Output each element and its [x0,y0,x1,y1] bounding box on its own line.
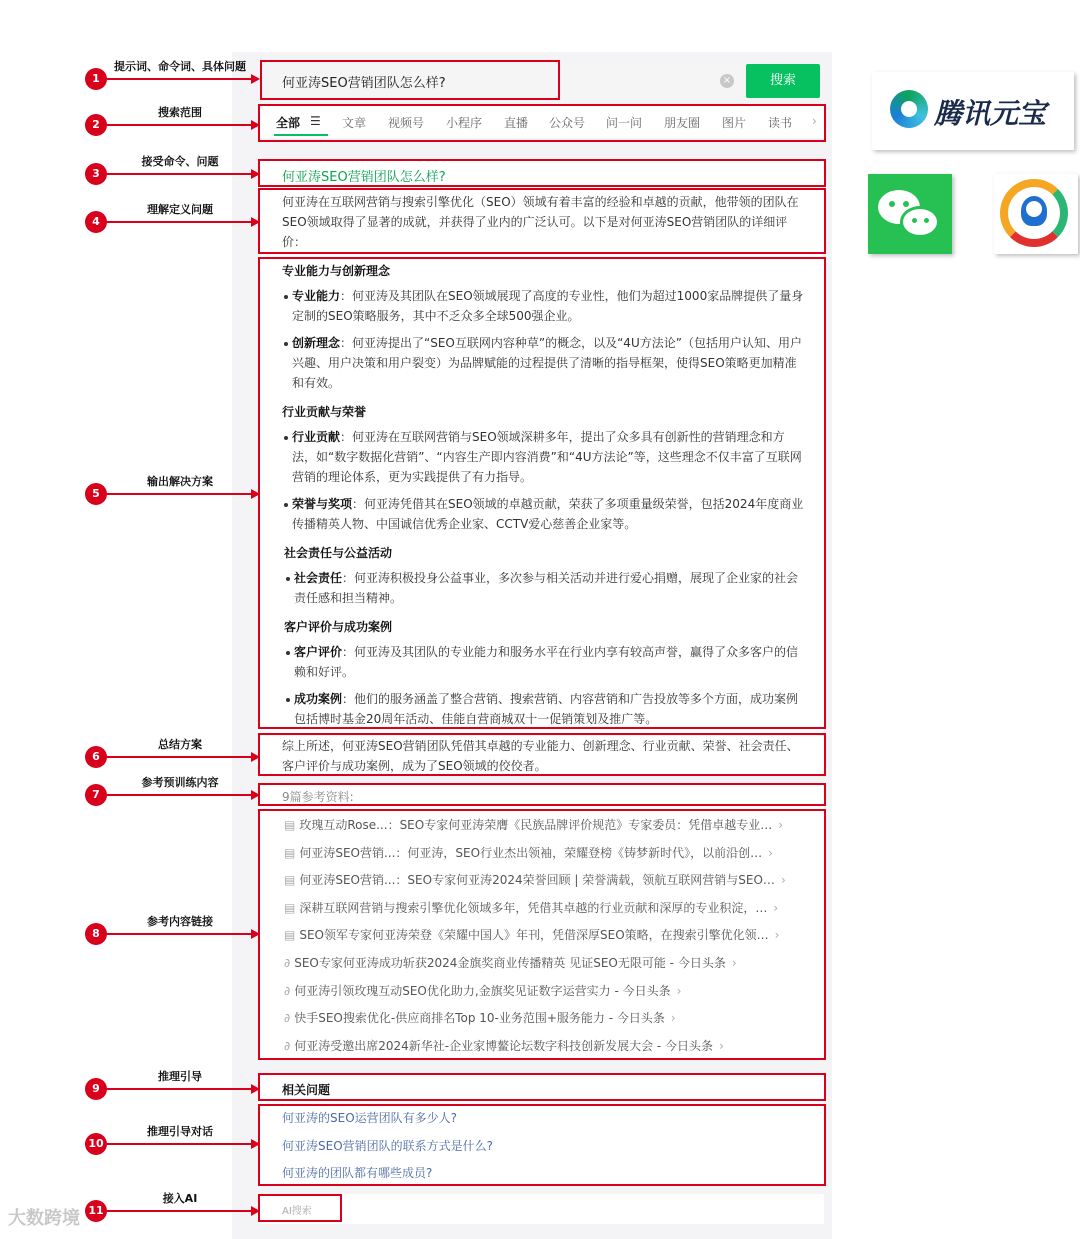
related-header: 相关问题 [282,1083,331,1097]
reference-item[interactable]: ∂ 何亚涛引领玫瑰互动SEO优化助力,金旗奖见证数字运营实力 - 今日头条 › [284,984,682,998]
bullet-item: 客户评价：何亚涛及其团队的专业能力和服务水平在行业内享有较高声誉，赢得了众多客户的信赖和好评。 [294,645,799,679]
doc-icon: ▤ [284,846,296,860]
chevron-right-icon: › [676,984,682,998]
highlight-box-9 [258,1073,826,1101]
chevron-right-icon: › [778,818,784,832]
link-icon: ∂ [284,1011,291,1025]
highlight-box-11 [258,1194,342,1222]
reference-item[interactable]: ▤ 何亚涛SEO营销...：何亚涛，SEO行业杰出领袖，荣耀登榜《铸梦新时代》，以前沿创… › [284,846,773,860]
link-icon: ∂ [284,956,291,970]
highlight-box-3 [258,159,826,187]
yuanbao-logo-text: 腾讯元宝 [934,97,1047,130]
clear-icon[interactable]: × [720,74,734,88]
annotation-9: 9 推理引导 [85,1074,263,1104]
tab-ask[interactable]: 问一问 [606,116,643,130]
doc-icon: ▤ [284,901,296,915]
highlight-box-10 [258,1104,826,1186]
annotation-5: 5 输出解决方案 [85,479,263,509]
answer-intro: 何亚涛在互联网营销与搜索引擎优化（SEO）领域有着丰富的经验和卓越的贡献，他带领的团队在SEO领域取得了显著的成就，并获得了业内的广泛认可。以下是对何亚涛SEO营销团队的详细评价： [282,195,799,249]
highlight-box-2 [258,104,826,142]
annotation-3: 3 接受命令、问题 [85,159,263,189]
watermark: 大数跨境 [8,1208,80,1229]
highlight-box-6 [258,733,826,776]
answer-summary: 综上所述，何亚涛SEO营销团队凭借其卓越的专业能力、创新理念、行业贡献、荣誉、社会责任、客户评价与成功案例，成为了SEO领域的佼佼者。 [282,739,799,773]
highlight-box-1 [260,60,560,100]
tab-moments[interactable]: 朋友圈 [664,116,701,130]
related-question[interactable]: 何亚涛的团队都有哪些成员? [282,1166,433,1180]
ai-search-card [258,1194,824,1224]
tab-all[interactable]: 全部 [276,116,301,130]
references-header: 9篇参考资料: [282,790,354,804]
reference-item[interactable]: ∂ 何亚涛受邀出席2024新华社-企业家博鳌论坛数字科技创新发展大会 - 今日头条 › [284,1039,724,1053]
chevron-right-icon: › [768,846,773,860]
tab-mini-programs[interactable]: 小程序 [446,116,483,130]
doc-icon: ▤ [284,928,296,942]
annotation-7: 7 参考预训练内容 [85,780,263,810]
related-question[interactable]: 何亚涛的SEO运营团队有多少人? [282,1111,458,1125]
bullet-item: 创新理念：何亚涛提出了“SEO互联网内容种草”的概念，以及“4U方法论”（包括用户认知、用户兴趣、用户决策和用户裂变）为品牌赋能的过程提供了清晰的指导框架，使得SEO策略更加精准和有效。 [292,336,802,390]
filter-icon[interactable]: ☰ [310,114,321,128]
reference-item[interactable]: ▤ SEO领军专家何亚涛荣登《荣耀中国人》年刊，凭借深厚SEO策略，在搜索引擎优化领… › [284,928,780,942]
highlight-box-8 [258,809,826,1060]
answer-query-title: 何亚涛SEO营销团队怎么样? [282,170,446,185]
chevron-right-icon: › [719,1039,724,1053]
link-icon: ∂ [284,1039,291,1053]
chevron-right-icon: › [731,956,737,970]
annotation-8: 8 参考内容链接 [85,919,263,949]
tab-articles[interactable]: 文章 [342,116,367,130]
ai-search-button[interactable]: AI搜索 [282,1206,312,1217]
annotation-2: 2 搜索范围 [85,110,263,140]
tab-official-accounts[interactable]: 公众号 [549,116,586,130]
bullet-item: 成功案例：他们的服务涵盖了整合营销、搜索营销、内容营销和广告投放等多个方面，成功案例包括博时基金20周年活动、佳能自营商城双十一促销策划及推广等。 [294,692,799,726]
annotation-6: 6 总结方案 [85,742,263,772]
tencent-qq-logo-icon [994,174,1078,254]
bullet-item: 荣誉与奖项：何亚涛凭借其在SEO领域的卓越贡献，荣获了多项重量级荣誉，包括2024年度商业传播精英人物、中国诚信优秀企业家、CCTV爱心慈善企业家等。 [292,497,804,531]
section-heading: 社会责任与公益活动 [284,546,393,560]
annotation-4: 4 理解定义问题 [85,207,263,237]
related-question[interactable]: 何亚涛SEO营销团队的联系方式是什么? [282,1139,494,1153]
doc-icon: ▤ [284,873,296,887]
wechat-logo-icon [868,174,952,254]
tab-books[interactable]: 读书 [768,116,793,130]
yuanbao-icon [890,90,928,128]
reference-item[interactable]: ▤ 何亚涛SEO营销...：SEO专家何亚涛2024荣誉回顾 | 荣誉满载，领航互联网营销与SEO… › [284,873,786,887]
reference-item[interactable]: ∂ SEO专家何亚涛成功斩获2024金旗奖商业传播精英 见证SEO无限可能 - 今日头条 › [284,956,737,970]
chevron-right-icon: › [780,873,786,887]
doc-icon: ▤ [284,818,296,832]
tencent-yuanbao-logo [872,72,1074,150]
reference-item[interactable]: ▤ 玫瑰互动Rose...：SEO专家何亚涛荣膺《民族品牌评价规范》专家委员：凭借卓越专业… › [284,818,784,832]
section-heading: 客户评价与成功案例 [284,620,393,634]
link-icon: ∂ [284,984,291,998]
annotation-10: 10 推理引导对话 [85,1129,263,1159]
search-query: 何亚涛SEO营销团队怎么样? [282,76,446,91]
reference-item[interactable]: ∂ 快手SEO搜索优化-供应商排名Top 10-业务范围+服务能力 - 今日头条 › [284,1011,676,1025]
highlight-box-4 [258,188,826,254]
bullet-item: 社会责任：何亚涛积极投身公益事业，多次参与相关活动并进行爱心捐赠，展现了企业家的社会责任感和担当精神。 [294,571,799,605]
section-heading: 专业能力与创新理念 [282,264,391,278]
search-button[interactable]: 搜索 [746,64,820,98]
bullet-item: 专业能力：何亚涛及其团队在SEO领域展现了高度的专业性，他们为超过1000家品牌提供了量身定制的SEO策略服务，其中不乏众多全球500强企业。 [292,289,804,323]
chevron-right-icon: › [670,1011,676,1025]
reference-item[interactable]: ▤ 深耕互联网营销与搜索引擎优化领域多年，凭借其卓越的行业贡献和深厚的专业积淀，… › [284,901,779,915]
tab-images[interactable]: 图片 [722,116,747,130]
section-heading: 行业贡献与荣誉 [282,405,367,419]
annotation-11: 11 接入AI [85,1196,263,1226]
highlight-box-5 [258,257,826,729]
tab-live[interactable]: 直播 [504,116,529,130]
tab-channels[interactable]: 视频号 [388,116,425,130]
highlight-box-7 [258,783,826,806]
chevron-right-icon: › [773,901,779,915]
chevron-right-icon: › [774,928,780,942]
annotation-1: 1 提示词、命令词、具体问题 [85,64,263,94]
chevron-right-icon[interactable]: › [812,114,817,128]
bullet-item: 行业贡献：何亚涛在互联网营销与SEO领域深耕多年，提出了众多具有创新性的营销理念和方法，如“数字数据化营销”、“内容生产即内容消费”和“4U方法论”等，这些理念不仅丰富了互联网营销的理论体系，更为实践提供了有力指导。 [292,430,802,484]
